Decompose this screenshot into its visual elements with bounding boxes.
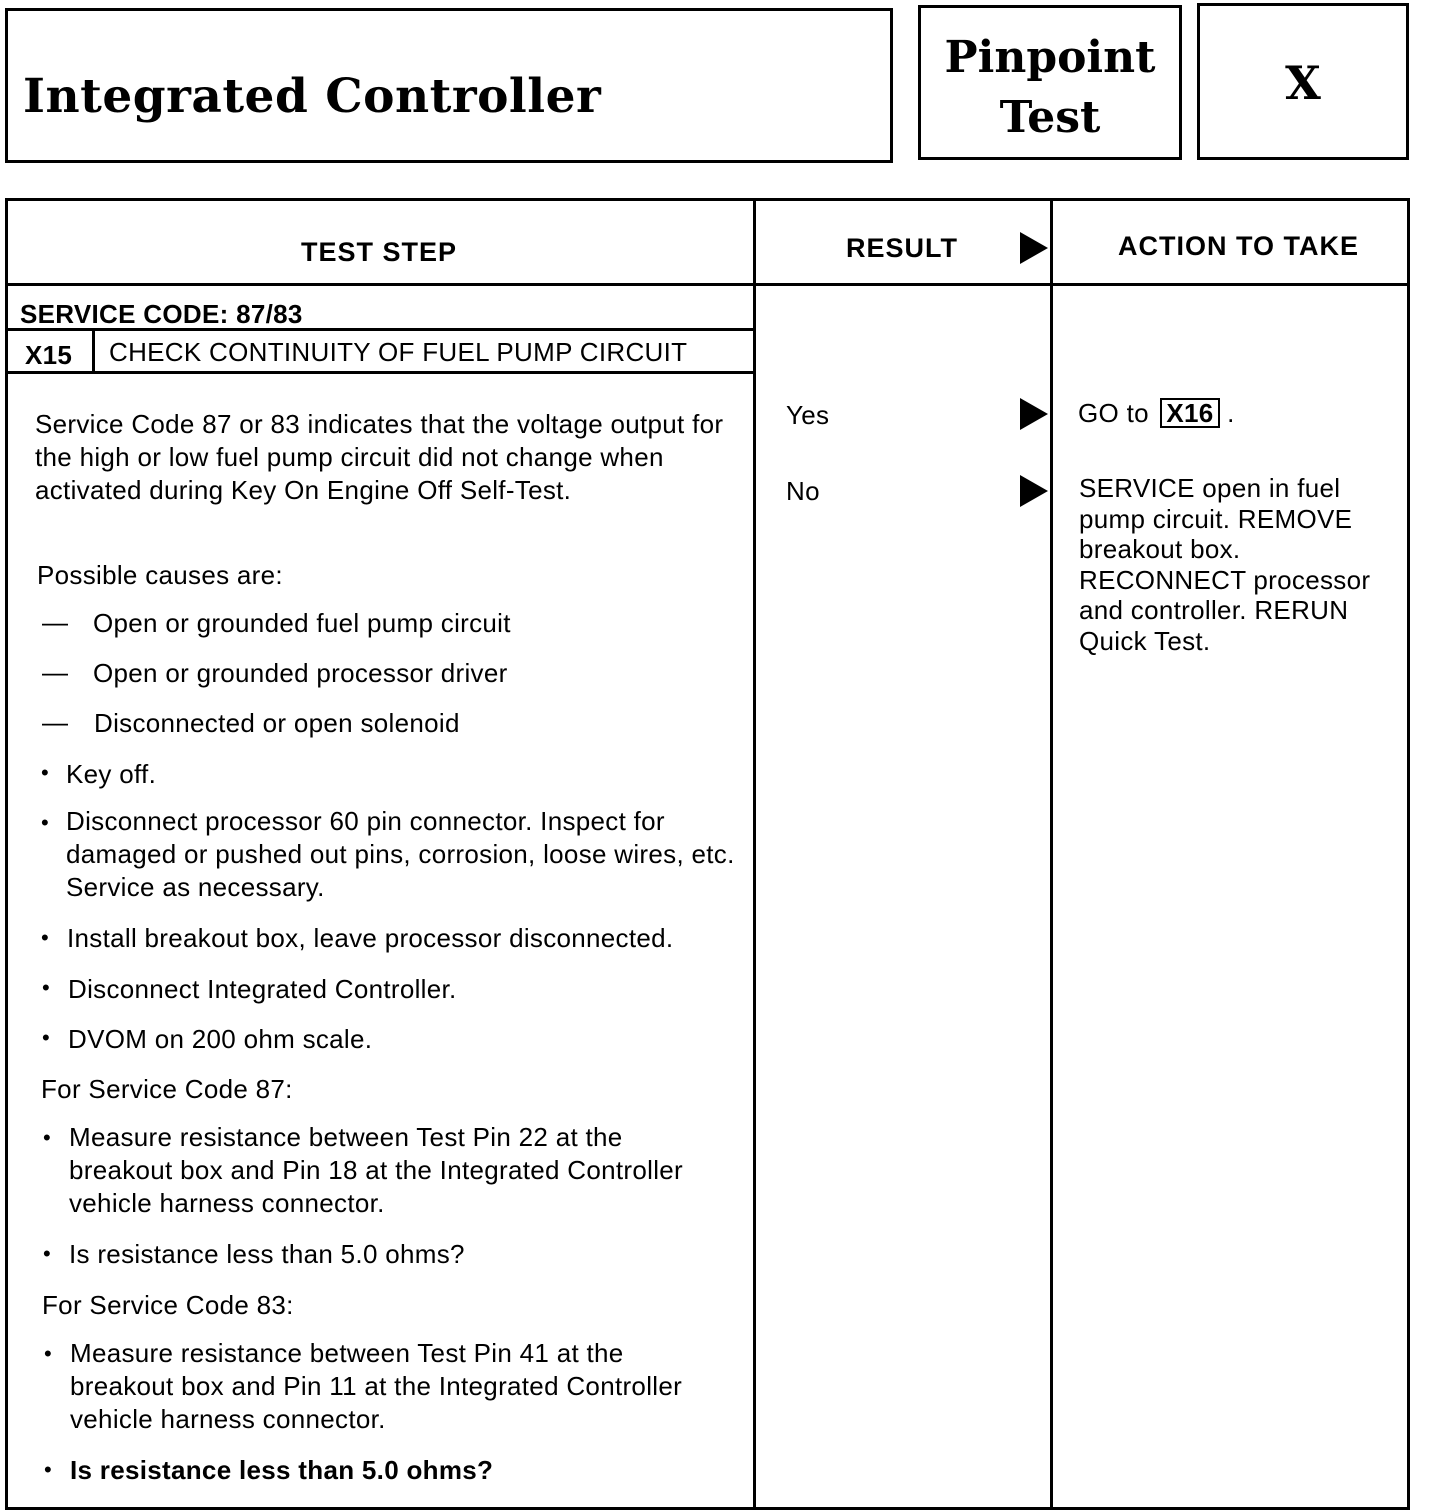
code83-step-question: Is resistance less than 5.0 ohms? bbox=[70, 1455, 494, 1485]
step-title: CHECK CONTINUITY OF FUEL PUMP CIRCUIT bbox=[109, 337, 688, 367]
bullet-icon: • bbox=[41, 810, 49, 835]
cause-item: Open or grounded processor driver bbox=[93, 658, 508, 688]
step-id: X15 bbox=[25, 340, 73, 370]
bullet-icon: • bbox=[44, 1457, 52, 1482]
bullet-icon: • bbox=[44, 1341, 52, 1366]
code83-label: For Service Code 83: bbox=[42, 1290, 294, 1320]
cause-item: Disconnected or open solenoid bbox=[94, 708, 460, 738]
column-divider-2 bbox=[1050, 201, 1053, 1507]
cause-item: Open or grounded fuel pump circuit bbox=[93, 608, 511, 638]
result-no: No bbox=[786, 476, 820, 506]
cause-dash: — bbox=[42, 707, 68, 737]
result-yes: Yes bbox=[786, 400, 830, 430]
test-type-label bbox=[921, 28, 1179, 148]
bullet-icon: • bbox=[41, 925, 49, 950]
column-header-action: ACTION TO TAKE bbox=[1118, 231, 1359, 261]
column-header-test-step: TEST STEP bbox=[301, 237, 458, 267]
result-arrow-icon bbox=[1020, 398, 1048, 430]
document-title: Integrated Controller bbox=[23, 69, 602, 124]
test-type-line1: Pinpoint bbox=[944, 32, 1156, 83]
action-yes-suffix: . bbox=[1227, 398, 1235, 428]
test-type-line2: Test bbox=[999, 92, 1101, 143]
bullet-icon: • bbox=[41, 760, 49, 785]
causes-label: Possible causes are: bbox=[37, 560, 283, 590]
title-box bbox=[5, 8, 893, 163]
bullet-icon: • bbox=[43, 1125, 51, 1150]
step-id-divider bbox=[92, 328, 95, 373]
result-arrow-icon bbox=[1020, 232, 1048, 264]
step-item: Disconnect processor 60 pin connector. Inspect for damaged or pushed out pins, corrosion, loose wires, etc. Service as necessary. bbox=[66, 806, 735, 902]
service-code-divider bbox=[8, 328, 753, 331]
code83-step: Measure resistance between Test Pin 41 at the breakout box and Pin 11 at the Integrated Controller vehicle harness connector. bbox=[70, 1338, 683, 1434]
column-divider-1 bbox=[753, 201, 756, 1507]
code87-step: Measure resistance between Test Pin 22 at the breakout box and Pin 18 at the Integrated Controller vehicle harness connector. bbox=[69, 1122, 683, 1218]
action-yes-prefix: GO to bbox=[1078, 398, 1149, 428]
action-no: SERVICE open in fuel pump circuit. REMOVE breakout box. RECONNECT processor and controller. RERUN Quick Test. bbox=[1079, 473, 1371, 656]
step-item: Install breakout box, leave processor disconnected. bbox=[67, 923, 674, 953]
bullet-icon: • bbox=[42, 1025, 50, 1050]
step-item: DVOM on 200 ohm scale. bbox=[68, 1024, 373, 1054]
service-code: SERVICE CODE: 87/83 bbox=[20, 299, 303, 329]
code87-label: For Service Code 87: bbox=[41, 1074, 293, 1104]
test-table bbox=[5, 198, 1410, 1510]
bullet-icon: • bbox=[42, 975, 50, 1000]
action-yes-ref[interactable]: X16 bbox=[1160, 398, 1219, 428]
intro-text: Service Code 87 or 83 indicates that the voltage output for the high or low fuel pump circuit did not change when activated during Key On Engine Off Self-Test. bbox=[35, 409, 724, 505]
header-divider bbox=[8, 283, 1407, 286]
section-letter: X bbox=[1285, 56, 1321, 110]
column-header-result: RESULT bbox=[846, 233, 958, 263]
result-arrow-icon bbox=[1020, 475, 1048, 507]
cause-dash: — bbox=[42, 657, 68, 687]
action-yes bbox=[1078, 397, 1235, 430]
section-box bbox=[1197, 3, 1409, 160]
test-type-box bbox=[918, 5, 1182, 160]
step-title-divider bbox=[8, 371, 753, 374]
code87-step: Is resistance less than 5.0 ohms? bbox=[69, 1239, 465, 1269]
cause-dash: — bbox=[42, 607, 68, 637]
step-item: Disconnect Integrated Controller. bbox=[68, 974, 457, 1004]
step-item: Key off. bbox=[66, 759, 157, 789]
bullet-icon: • bbox=[43, 1241, 51, 1266]
